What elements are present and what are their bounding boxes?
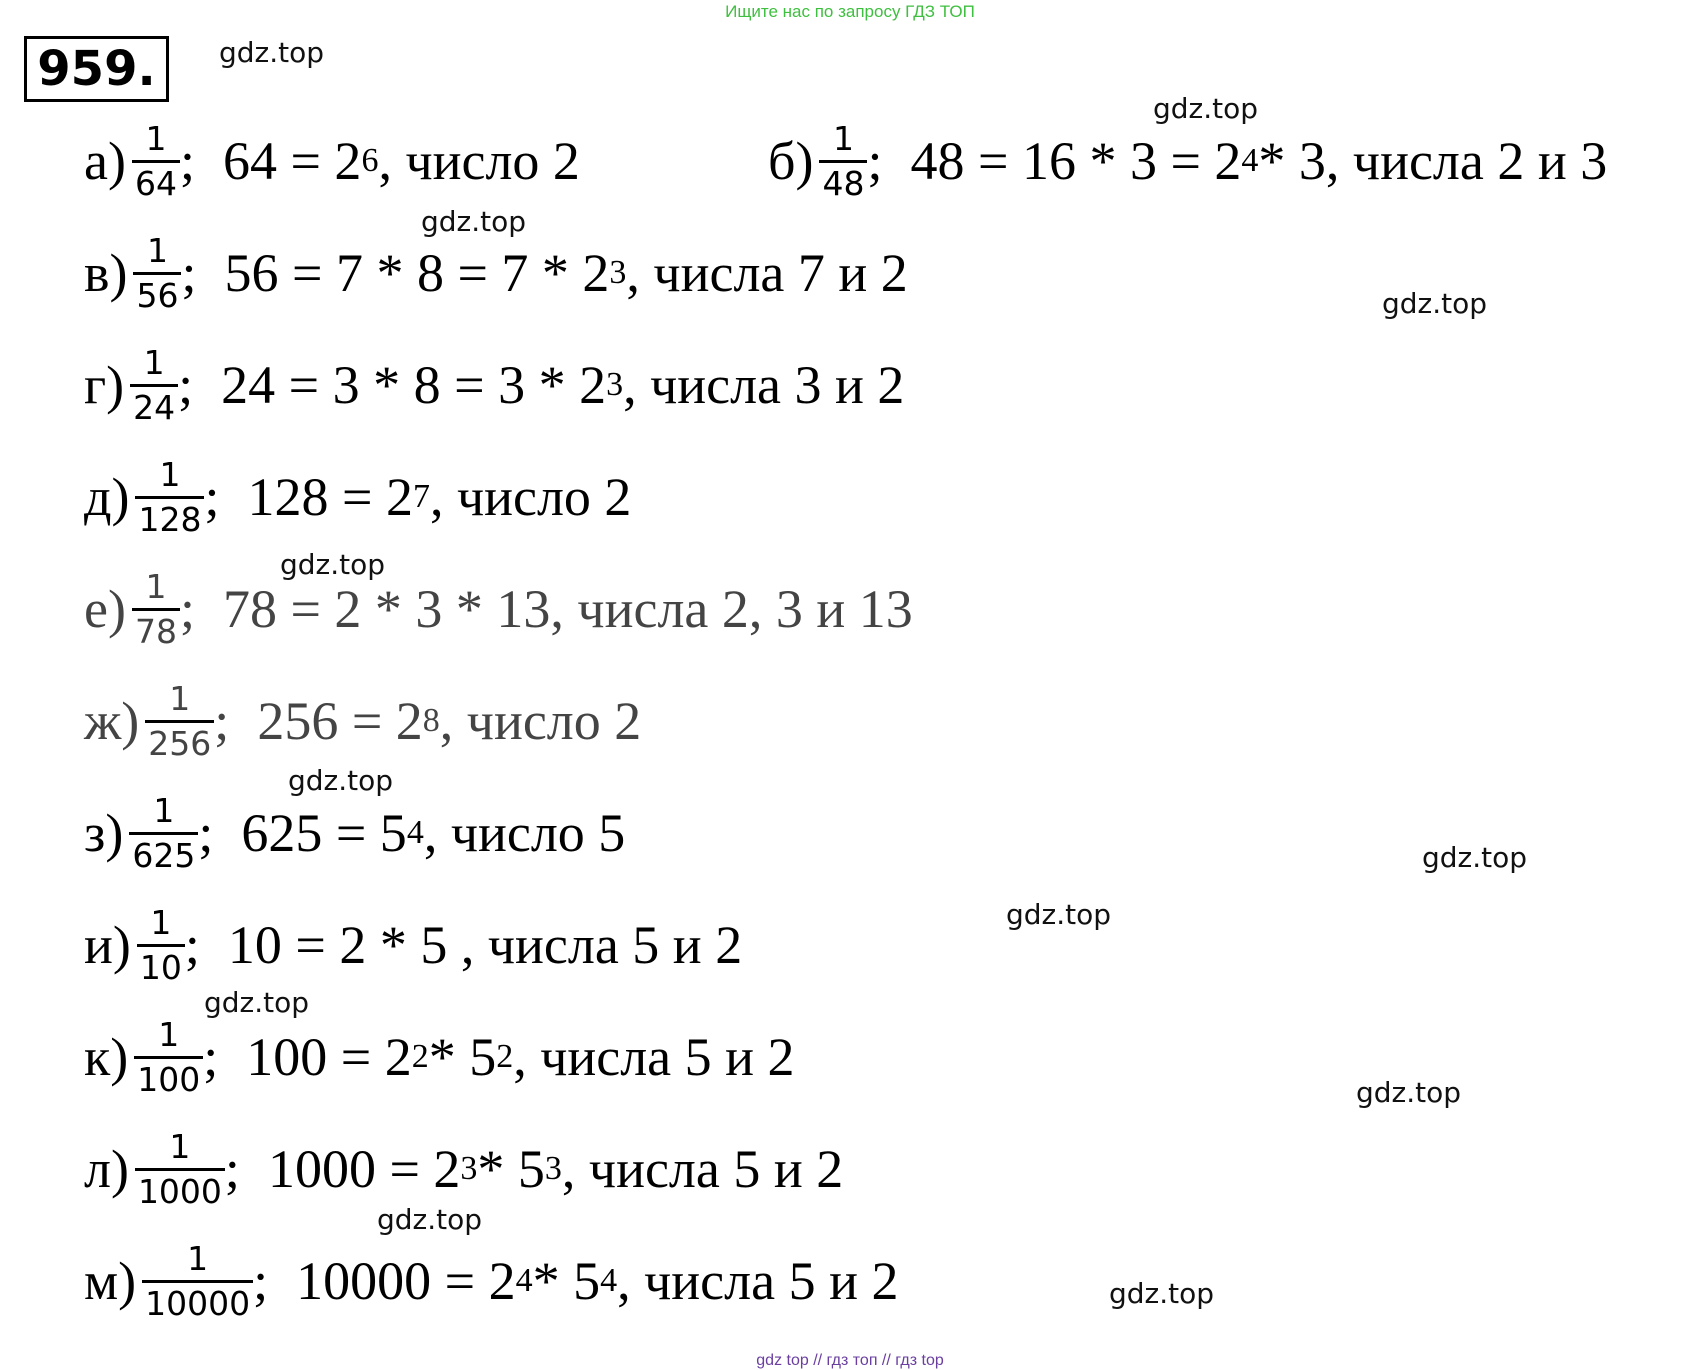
- fraction-denominator: 10: [137, 944, 185, 987]
- watermark: gdz.top: [280, 548, 386, 581]
- row-label: в): [84, 243, 128, 304]
- equation: 78 = 2 * 3 * 13, числа 2, 3 и 13: [222, 579, 913, 640]
- solution-row-z: з) $\frac{1}{625}$ ; 625 = 5 4 , число 5: [84, 791, 626, 875]
- row-label: г): [84, 355, 125, 416]
- bottom-links[interactable]: gdz top // гдз топ // гдз top: [756, 1352, 944, 1369]
- conclusion: , число 5: [423, 803, 626, 864]
- fraction-numerator: 1: [143, 343, 165, 382]
- row-label: б): [768, 131, 814, 192]
- fraction: [130, 344, 178, 427]
- row-label: и): [84, 915, 131, 976]
- fraction: [135, 1128, 225, 1211]
- separator: ;: [214, 691, 230, 752]
- solution-row-m: м) $\frac{1}{10000}$ ; 10000 = 2 4 * 5 4 , числа 5 и 2: [84, 1239, 899, 1323]
- separator: ;: [204, 467, 220, 528]
- equation: 24 = 3 * 8 = 3 * 2: [221, 355, 607, 416]
- row-label: а): [84, 131, 126, 192]
- separator: ;: [198, 803, 214, 864]
- equation: 256 = 2: [257, 691, 423, 752]
- row-label: ж): [84, 691, 140, 752]
- conclusion: * 3, числа 2 и 3: [1258, 131, 1608, 192]
- watermark: gdz.top: [204, 986, 310, 1019]
- fraction-numerator: 1: [150, 903, 172, 942]
- conclusion: , числа 5 и 2: [617, 1251, 899, 1312]
- separator: ;: [178, 355, 194, 416]
- fraction: [819, 120, 867, 203]
- fraction-numerator: 1: [146, 231, 168, 270]
- conclusion: , число 2: [429, 467, 632, 528]
- fraction: [135, 456, 204, 539]
- equation-part: * 5: [428, 1027, 497, 1088]
- separator: ;: [253, 1251, 269, 1312]
- row-label: к): [84, 1027, 129, 1088]
- solution-row-b: б) $\frac{1}{48}$ ; 48 = 16 * 3 = 2 4 * 3, числа 2 и 3: [768, 119, 1608, 203]
- equation: 625 = 5: [241, 803, 407, 864]
- conclusion: , число 2: [378, 131, 580, 192]
- conclusion: , число 2: [439, 691, 642, 752]
- solution-row-k: к) $\frac{1}{100}$ ; 100 = 2 2 * 5 2 , числа 5 и 2: [84, 1015, 795, 1099]
- separator: ;: [203, 1027, 219, 1088]
- fraction-numerator: 1: [153, 791, 175, 830]
- equation: 100 = 2: [246, 1027, 412, 1088]
- equation: 1000 = 2: [267, 1139, 461, 1200]
- fraction: [145, 680, 214, 763]
- watermark: gdz.top: [1356, 1076, 1462, 1109]
- fraction-numerator: 1: [187, 1239, 209, 1278]
- equation: 128 = 2: [247, 467, 413, 528]
- task-number: 959.: [24, 36, 169, 102]
- fraction: [129, 792, 198, 875]
- conclusion: , числа 7 и 2: [626, 243, 908, 304]
- fraction-numerator: 1: [159, 455, 181, 494]
- watermark: gdz.top: [1153, 92, 1259, 125]
- watermark: gdz.top: [1006, 898, 1112, 931]
- fraction-numerator: 1: [145, 567, 167, 606]
- solution-row-zh: ж) $\frac{1}{256}$ ; 256 = 2 8 , число 2: [84, 679, 642, 763]
- fraction-denominator: 24: [130, 384, 178, 427]
- conclusion: , числа 5 и 2: [513, 1027, 795, 1088]
- fraction-denominator: 48: [819, 160, 867, 203]
- conclusion: , числа 5 и 2: [561, 1139, 844, 1200]
- equation: 64 = 2: [222, 131, 362, 192]
- watermark: gdz.top: [288, 764, 394, 797]
- equation: 10000 = 2: [296, 1251, 516, 1312]
- solution-row-e: [84, 568, 913, 651]
- fraction-numerator: 1: [169, 679, 191, 718]
- row-label: з): [84, 803, 124, 864]
- fraction: [132, 568, 180, 651]
- fraction-numerator: 1: [169, 1127, 191, 1166]
- row-label: е): [84, 579, 126, 640]
- equation: 10 = 2 * 5 , числа 5 и 2: [227, 915, 743, 976]
- top-banner[interactable]: Ищите нас по запросу ГДЗ ТОП: [725, 2, 975, 21]
- fraction: [134, 1016, 203, 1099]
- separator: ;: [184, 915, 200, 976]
- row-label: м): [84, 1251, 137, 1312]
- watermark: gdz.top: [377, 1203, 483, 1236]
- solution-row-l: л) $\frac{1}{1000}$ ; 1000 = 2 3 * 5 3 , числа 5 и 2: [84, 1127, 844, 1211]
- equation-part: * 5: [477, 1139, 545, 1200]
- solution-row-v: в) $\frac{1}{56}$ ; 56 = 7 * 8 = 7 * 2 3 , числа 7 и 2: [84, 231, 908, 315]
- fraction: [142, 1240, 253, 1323]
- solution-row-a: а) $\frac{1}{64}$ ; 64 = 2 6 , число 2: [84, 119, 580, 203]
- separator: ;: [224, 1139, 240, 1200]
- watermark: gdz.top: [1422, 841, 1528, 874]
- row-label: л): [84, 1139, 129, 1200]
- fraction-denominator: 64: [132, 160, 180, 203]
- watermark: gdz.top: [421, 205, 527, 238]
- fraction-denominator: 128: [135, 496, 204, 539]
- fraction-denominator: 1000: [135, 1168, 225, 1211]
- fraction-denominator: 625: [129, 832, 198, 875]
- fraction-numerator: 1: [145, 119, 167, 158]
- fraction: [137, 904, 185, 987]
- fraction-numerator: 1: [158, 1015, 180, 1054]
- fraction-denominator: 78: [132, 608, 180, 651]
- fraction-denominator: 100: [134, 1056, 203, 1099]
- fraction-denominator: 56: [133, 272, 181, 315]
- separator: ;: [867, 131, 883, 192]
- fraction-denominator: 256: [145, 720, 214, 763]
- separator: ;: [179, 579, 195, 640]
- separator: ;: [179, 131, 195, 192]
- watermark: gdz.top: [1109, 1277, 1215, 1310]
- fraction: [133, 232, 181, 315]
- fraction-numerator: 1: [832, 119, 854, 158]
- solution-row-d: д) $\frac{1}{128}$ ; 128 = 2 7 , число 2: [84, 455, 632, 539]
- watermark: gdz.top: [1382, 287, 1488, 320]
- solution-row-g: г) $\frac{1}{24}$ ; 24 = 3 * 8 = 3 * 2 3 , числа 3 и 2: [84, 343, 905, 427]
- equation-part: * 5: [532, 1251, 601, 1312]
- equation: 48 = 16 * 3 = 2: [910, 131, 1242, 192]
- fraction-denominator: 10000: [142, 1280, 253, 1323]
- row-label: д): [84, 467, 130, 528]
- solution-row-i: [84, 904, 742, 987]
- watermark: gdz.top: [219, 36, 325, 69]
- fraction: [132, 120, 180, 203]
- separator: ;: [181, 243, 197, 304]
- conclusion: , числа 3 и 2: [623, 355, 905, 416]
- equation: 56 = 7 * 8 = 7 * 2: [224, 243, 610, 304]
